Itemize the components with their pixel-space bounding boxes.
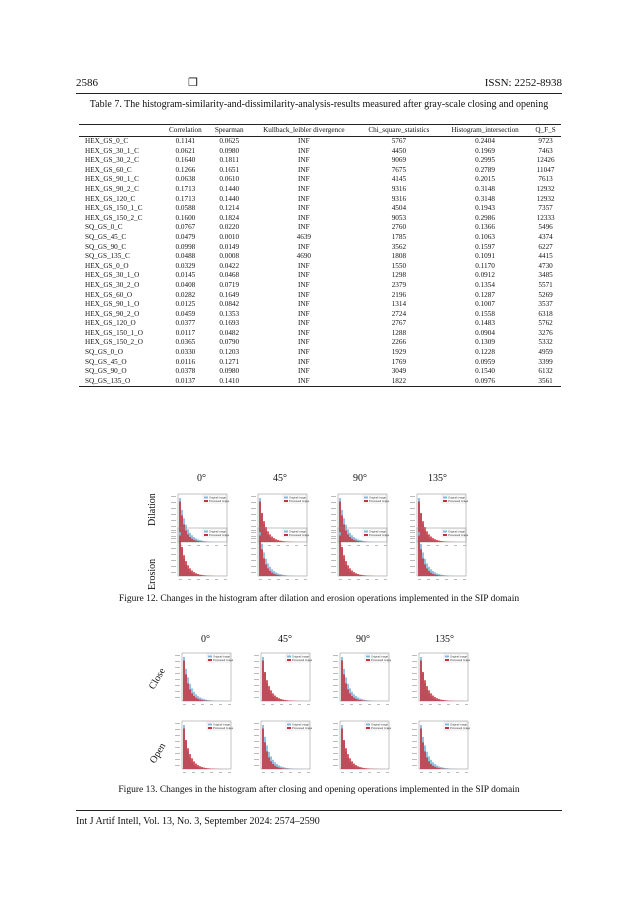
legend-entry: Original Image xyxy=(213,655,230,659)
value-cell: 0.1091 xyxy=(475,252,495,261)
legend-entry: Original Image xyxy=(448,530,465,534)
value-cell: 0.1366 xyxy=(475,223,495,232)
value-cell: 0.0610 xyxy=(219,175,240,184)
table-row xyxy=(79,329,561,339)
value-cell: 0.0638 xyxy=(175,175,196,184)
value-cell: INF xyxy=(298,242,310,251)
figure-12-caption: Figure 12. Changes in the histogram after dilation and erosion operations implemented in the SIP domain xyxy=(118,594,520,604)
value-cell: 3399 xyxy=(538,357,553,366)
value-cell: 3561 xyxy=(530,377,561,387)
value-cell: INF xyxy=(298,194,310,203)
value-cell: 0.1170 xyxy=(475,261,495,270)
value-cell: 12932 xyxy=(536,194,555,203)
legend-entry: Original Image xyxy=(369,530,386,534)
value-cell: 0.1410 xyxy=(209,377,250,387)
row-name-cell: HEX_GS_0_C xyxy=(85,137,129,145)
value-cell: INF xyxy=(298,357,310,366)
value-cell: 2266 xyxy=(391,338,407,347)
table-row xyxy=(79,137,561,147)
table-row xyxy=(79,195,561,205)
value-cell: 0.0976 xyxy=(440,377,530,387)
table-row xyxy=(79,262,561,272)
figure-13-caption: Figure 13. Changes in the histogram after closing and opening operations implemented in the SIP domain xyxy=(118,785,520,795)
value-cell: INF xyxy=(298,175,310,184)
value-cell: 0.0330 xyxy=(175,348,196,357)
value-cell: 9316 xyxy=(391,184,407,193)
fig12-col-label-0: 0° xyxy=(197,473,206,484)
histogram-panel xyxy=(252,651,312,709)
value-cell: 0.0980 xyxy=(219,367,240,376)
value-cell: INF xyxy=(298,280,310,289)
table-row xyxy=(79,252,561,262)
row-name-cell: HEX_GS_30_1_O xyxy=(85,271,140,280)
value-cell: 0.0365 xyxy=(175,338,196,347)
value-cell: 0.1287 xyxy=(475,290,495,299)
value-cell: 0.0137 xyxy=(162,377,208,387)
value-cell: 3485 xyxy=(538,271,553,280)
value-cell: 0.2015 xyxy=(475,175,495,184)
legend-entry: Original Image xyxy=(292,655,309,659)
fig13-col-label-45: 45° xyxy=(278,634,292,645)
table-row xyxy=(79,175,561,185)
value-cell: INF xyxy=(298,271,310,280)
table-row xyxy=(79,377,561,387)
value-cell: 4959 xyxy=(538,348,553,357)
value-cell: 1785 xyxy=(391,232,407,241)
value-cell: 3562 xyxy=(391,242,407,251)
legend-entry: Original Image xyxy=(450,655,467,659)
value-cell: 0.0408 xyxy=(175,280,196,289)
histogram-panel xyxy=(331,719,391,777)
value-cell: 0.0588 xyxy=(175,204,196,213)
table-row xyxy=(79,281,561,291)
page-number: 2586 xyxy=(76,77,98,89)
table-row xyxy=(79,204,561,214)
legend-entry: Processed Image xyxy=(448,500,468,504)
value-cell: 0.1440 xyxy=(219,194,240,203)
value-cell: 0.1540 xyxy=(475,367,495,376)
row-name-cell: HEX_GS_120_C xyxy=(85,194,136,203)
table-row xyxy=(79,300,561,310)
value-cell: 1288 xyxy=(391,328,407,337)
table-row xyxy=(79,271,561,281)
value-cell: 0.0116 xyxy=(175,357,196,366)
column-header: Correlation xyxy=(162,125,208,137)
table-row xyxy=(79,166,561,176)
table-row xyxy=(79,185,561,195)
value-cell: 0.0010 xyxy=(219,232,240,241)
row-name-cell: HEX_GS_60_C xyxy=(85,165,132,174)
fig12-col-label-135: 135° xyxy=(428,473,447,484)
value-cell: 5496 xyxy=(538,223,553,232)
value-cell: 0.0482 xyxy=(219,328,240,337)
value-cell: 0.0468 xyxy=(219,271,240,280)
row-name-cell: HEX_GS_90_2_C xyxy=(85,184,139,193)
value-cell: INF xyxy=(298,328,310,337)
value-cell: 4639 xyxy=(296,232,312,241)
value-cell: 4730 xyxy=(538,261,553,270)
value-cell: INF xyxy=(298,338,310,347)
value-cell: 4690 xyxy=(296,252,312,261)
legend-entry: Original Image xyxy=(209,530,226,534)
value-cell: 12333 xyxy=(536,213,555,222)
row-name-cell: SQ_GS_135_C xyxy=(85,252,130,261)
value-cell: 4415 xyxy=(538,252,553,261)
value-cell: 0.1203 xyxy=(219,348,240,357)
table-row xyxy=(79,310,561,320)
value-cell: 0.0377 xyxy=(175,319,196,328)
value-cell: 0.1309 xyxy=(475,338,495,347)
legend-entry: Processed Image xyxy=(450,727,470,731)
value-cell: 0.1824 xyxy=(219,213,240,222)
value-cell: 0.2995 xyxy=(475,156,495,165)
value-cell: 6318 xyxy=(538,309,553,318)
value-cell: 0.0008 xyxy=(219,252,240,261)
table-caption: Table 7. The histogram-similarity-and-dissimilarity-analysis-results measured after gray-scale closing and opening xyxy=(89,99,549,110)
fig13-col-label-0: 0° xyxy=(201,634,210,645)
legend-entry: Original Image xyxy=(371,723,388,727)
table-row xyxy=(79,223,561,233)
column-header: Kullback_leibler divergence xyxy=(250,125,358,137)
value-cell: 0.0998 xyxy=(175,242,196,251)
value-cell: 0.1483 xyxy=(475,319,495,328)
value-cell: INF xyxy=(298,213,310,222)
value-cell: 12932 xyxy=(536,184,555,193)
value-cell: 0.1353 xyxy=(219,309,240,318)
table-row xyxy=(79,319,561,329)
value-cell: INF xyxy=(298,146,310,155)
table-header-row xyxy=(79,125,561,137)
legend-entry: Processed Image xyxy=(371,659,391,663)
row-name-cell: HEX_GS_60_O xyxy=(85,290,133,299)
column-header: Histogram_intersection xyxy=(440,125,530,137)
legend-entry: Original Image xyxy=(213,723,230,727)
fig12-col-label-90: 90° xyxy=(353,473,367,484)
value-cell: 0.0980 xyxy=(219,146,240,155)
value-cell: 0.1228 xyxy=(475,348,495,357)
table-row xyxy=(79,214,561,224)
value-cell: 0.1214 xyxy=(219,204,240,213)
table-row xyxy=(79,147,561,157)
legend-entry: Processed Image xyxy=(371,727,391,731)
histogram-panel xyxy=(173,651,233,709)
value-cell: 1550 xyxy=(391,261,407,270)
row-name-cell: SQ_GS_90_O xyxy=(85,367,127,376)
legend-entry: Processed Image xyxy=(289,534,309,538)
value-cell: 9316 xyxy=(391,194,407,203)
value-cell: INF xyxy=(298,290,310,299)
value-cell: 4450 xyxy=(391,146,407,155)
row-name-cell: HEX_GS_120_O xyxy=(85,319,136,328)
value-cell: 2760 xyxy=(391,223,407,232)
legend-entry: Original Image xyxy=(448,496,465,500)
value-cell: INF xyxy=(298,184,310,193)
table-row xyxy=(79,348,561,358)
legend-entry: Processed Image xyxy=(292,659,312,663)
fig12-row-label-erosion: Erosion xyxy=(147,558,158,590)
legend-entry: Processed Image xyxy=(209,500,229,504)
column-header xyxy=(79,125,162,137)
value-cell: 0.2404 xyxy=(475,137,495,145)
legend-entry: Original Image xyxy=(289,530,306,534)
value-cell: 4145 xyxy=(391,175,407,184)
histogram-panel xyxy=(329,526,389,584)
value-cell: 3049 xyxy=(391,367,407,376)
value-cell: 12426 xyxy=(536,156,555,165)
legend-entry: Processed Image xyxy=(448,534,468,538)
fig13-col-label-135: 135° xyxy=(435,634,454,645)
histogram-panel xyxy=(169,526,229,584)
table-row xyxy=(79,291,561,301)
value-cell: 0.0422 xyxy=(219,261,240,270)
row-name-cell: SQ_GS_0_C xyxy=(85,223,123,232)
row-name-cell: HEX_GS_90_1_C xyxy=(85,175,139,184)
legend-entry: Processed Image xyxy=(292,727,312,731)
value-cell: 5767 xyxy=(391,137,407,145)
value-cell: 0.1271 xyxy=(219,357,240,366)
histogram-panel xyxy=(408,526,468,584)
value-cell: 0.0767 xyxy=(175,223,196,232)
row-name-cell: HEX_GS_30_2_C xyxy=(85,156,139,165)
header-rule xyxy=(76,93,562,94)
value-cell: 0.2986 xyxy=(475,213,495,222)
page-footer: Int J Artif Intell, Vol. 13, No. 3, September 2024: 2574–2590 xyxy=(76,816,320,827)
value-cell: 0.1969 xyxy=(475,146,495,155)
value-cell: 1769 xyxy=(391,357,407,366)
table-row xyxy=(79,233,561,243)
value-cell: 0.1597 xyxy=(475,242,495,251)
table-row xyxy=(79,156,561,166)
value-cell: 0.0149 xyxy=(219,242,240,251)
value-cell: 0.1063 xyxy=(475,232,495,241)
value-cell: 0.1558 xyxy=(475,309,495,318)
value-cell: 0.0904 xyxy=(475,328,495,337)
row-name-cell: HEX_GS_90_1_O xyxy=(85,300,140,309)
legend-entry: Processed Image xyxy=(213,727,233,731)
value-cell: 1822 xyxy=(358,377,440,387)
value-cell: 1929 xyxy=(391,348,407,357)
value-cell: 11047 xyxy=(536,165,555,174)
value-cell: 2196 xyxy=(391,290,407,299)
value-cell: INF xyxy=(298,367,310,376)
legend-entry: Processed Image xyxy=(213,659,233,663)
legend-entry: Processed Image xyxy=(369,500,389,504)
value-cell: 0.1141 xyxy=(175,137,196,145)
row-name-cell: SQ_GS_45_C xyxy=(85,232,127,241)
legend-entry: Processed Image xyxy=(209,534,229,538)
histogram-panel xyxy=(410,719,470,777)
value-cell: INF xyxy=(250,377,358,387)
value-cell: 5571 xyxy=(538,280,553,289)
table-row xyxy=(79,338,561,348)
legend-entry: Original Image xyxy=(292,723,309,727)
value-cell: 2767 xyxy=(391,319,407,328)
value-cell: 1298 xyxy=(391,271,407,280)
issn-label: ISSN: 2252-8938 xyxy=(484,77,562,89)
value-cell: 0.1713 xyxy=(175,184,196,193)
value-cell: 0.1266 xyxy=(175,165,196,174)
value-cell: INF xyxy=(298,156,310,165)
column-header: Chi_square_statistics xyxy=(358,125,440,137)
row-name-cell: HEX_GS_150_2_C xyxy=(85,213,143,222)
row-name-cell: SQ_GS_45_O xyxy=(85,357,127,366)
histogram-panel xyxy=(331,651,391,709)
value-cell: 0.0479 xyxy=(175,232,196,241)
value-cell: 0.2789 xyxy=(475,165,495,174)
value-cell: 0.0842 xyxy=(219,300,240,309)
value-cell: 0.1600 xyxy=(175,213,196,222)
footer-rule xyxy=(76,810,562,811)
value-cell: 0.0488 xyxy=(175,252,196,261)
page-header xyxy=(76,77,562,91)
value-cell: 6227 xyxy=(538,242,553,251)
value-cell: 4504 xyxy=(391,204,407,213)
value-cell: 0.0282 xyxy=(175,290,196,299)
value-cell: 0.0959 xyxy=(475,357,495,366)
value-cell: 0.1811 xyxy=(219,156,239,165)
value-cell: 9069 xyxy=(391,156,407,165)
value-cell: INF xyxy=(298,300,310,309)
column-header: Spearman xyxy=(209,125,250,137)
value-cell: 0.3148 xyxy=(475,194,495,203)
value-cell: 0.1693 xyxy=(219,319,240,328)
fig13-row-label-open: Open xyxy=(148,741,169,766)
row-name-cell: HEX_GS_150_2_O xyxy=(85,338,143,347)
value-cell: 4374 xyxy=(538,232,553,241)
row-name-cell: HEX_GS_150_1_C xyxy=(85,204,143,213)
row-name-cell: HEX_GS_30_2_O xyxy=(85,280,140,289)
value-cell: 7613 xyxy=(538,175,553,184)
fig13-col-label-90: 90° xyxy=(356,634,370,645)
value-cell: INF xyxy=(298,223,310,232)
histogram-panel xyxy=(173,719,233,777)
value-cell: 0.1354 xyxy=(475,280,495,289)
fig13-row-label-close: Close xyxy=(147,666,168,692)
value-cell: 9053 xyxy=(391,213,407,222)
value-cell: 0.0719 xyxy=(219,280,240,289)
legend-entry: Processed Image xyxy=(450,659,470,663)
value-cell: 5762 xyxy=(538,319,553,328)
square-icon: ❒ xyxy=(188,77,198,89)
value-cell: 7675 xyxy=(391,165,407,174)
value-cell: INF xyxy=(298,261,310,270)
table-row xyxy=(79,367,561,377)
row-name-cell: HEX_GS_90_2_O xyxy=(85,309,140,318)
value-cell: 0.1943 xyxy=(475,204,495,213)
results-table xyxy=(79,124,561,387)
value-cell: 2379 xyxy=(391,280,407,289)
value-cell: 0.1007 xyxy=(475,300,495,309)
value-cell: 0.1651 xyxy=(219,165,240,174)
value-cell: 0.1640 xyxy=(175,156,196,165)
value-cell: 0.0790 xyxy=(219,338,240,347)
histogram-panel xyxy=(249,526,309,584)
value-cell: 2724 xyxy=(391,309,407,318)
row-name-cell: SQ_GS_0_O xyxy=(85,348,123,357)
value-cell: INF xyxy=(298,204,310,213)
value-cell: 0.0459 xyxy=(175,309,196,318)
value-cell: 0.1440 xyxy=(219,184,240,193)
row-name-cell: HEX_GS_0_O xyxy=(85,261,129,270)
legend-entry: Processed Image xyxy=(369,534,389,538)
value-cell: 5269 xyxy=(538,290,553,299)
value-cell: 0.3148 xyxy=(475,184,495,193)
fig12-row-label-dilation: Dilation xyxy=(147,493,158,526)
legend-entry: Original Image xyxy=(209,496,226,500)
value-cell: 0.0378 xyxy=(175,367,196,376)
value-cell: 0.1649 xyxy=(219,290,240,299)
table-row xyxy=(79,243,561,253)
value-cell: 0.0125 xyxy=(175,300,196,309)
value-cell: 5332 xyxy=(538,338,553,347)
value-cell: 9723 xyxy=(538,137,553,145)
value-cell: 0.1713 xyxy=(175,194,196,203)
legend-entry: Original Image xyxy=(371,655,388,659)
value-cell: INF xyxy=(298,137,310,145)
legend-entry: Processed Image xyxy=(289,500,309,504)
value-cell: 3537 xyxy=(538,300,553,309)
histogram-panel xyxy=(410,651,470,709)
column-header: Q_F_S xyxy=(530,125,561,137)
value-cell: INF xyxy=(298,165,310,174)
value-cell: 0.0117 xyxy=(175,328,196,337)
value-cell: 7463 xyxy=(538,146,553,155)
value-cell: 6132 xyxy=(538,367,553,376)
row-name-cell: SQ_GS_90_C xyxy=(85,242,127,251)
value-cell: 0.0145 xyxy=(175,271,196,280)
value-cell: 1808 xyxy=(391,252,407,261)
legend-entry: Original Image xyxy=(289,496,306,500)
value-cell: 1314 xyxy=(391,300,407,309)
value-cell: 0.0912 xyxy=(475,271,495,280)
value-cell: INF xyxy=(298,319,310,328)
histogram-panel xyxy=(252,719,312,777)
value-cell: 3276 xyxy=(538,328,553,337)
fig12-col-label-45: 45° xyxy=(273,473,287,484)
legend-entry: Original Image xyxy=(450,723,467,727)
value-cell: INF xyxy=(298,309,310,318)
row-name-cell: HEX_GS_30_1_C xyxy=(85,146,139,155)
value-cell: 7357 xyxy=(538,204,553,213)
value-cell: 0.0329 xyxy=(175,261,196,270)
legend-entry: Original Image xyxy=(369,496,386,500)
row-name-cell: HEX_GS_150_1_O xyxy=(85,328,143,337)
value-cell: 0.0625 xyxy=(219,137,240,145)
row-name-cell: SQ_GS_135_O xyxy=(79,377,162,387)
value-cell: INF xyxy=(298,348,310,357)
value-cell: 0.0220 xyxy=(219,223,240,232)
value-cell: 0.0621 xyxy=(175,146,196,155)
table-row xyxy=(79,358,561,368)
